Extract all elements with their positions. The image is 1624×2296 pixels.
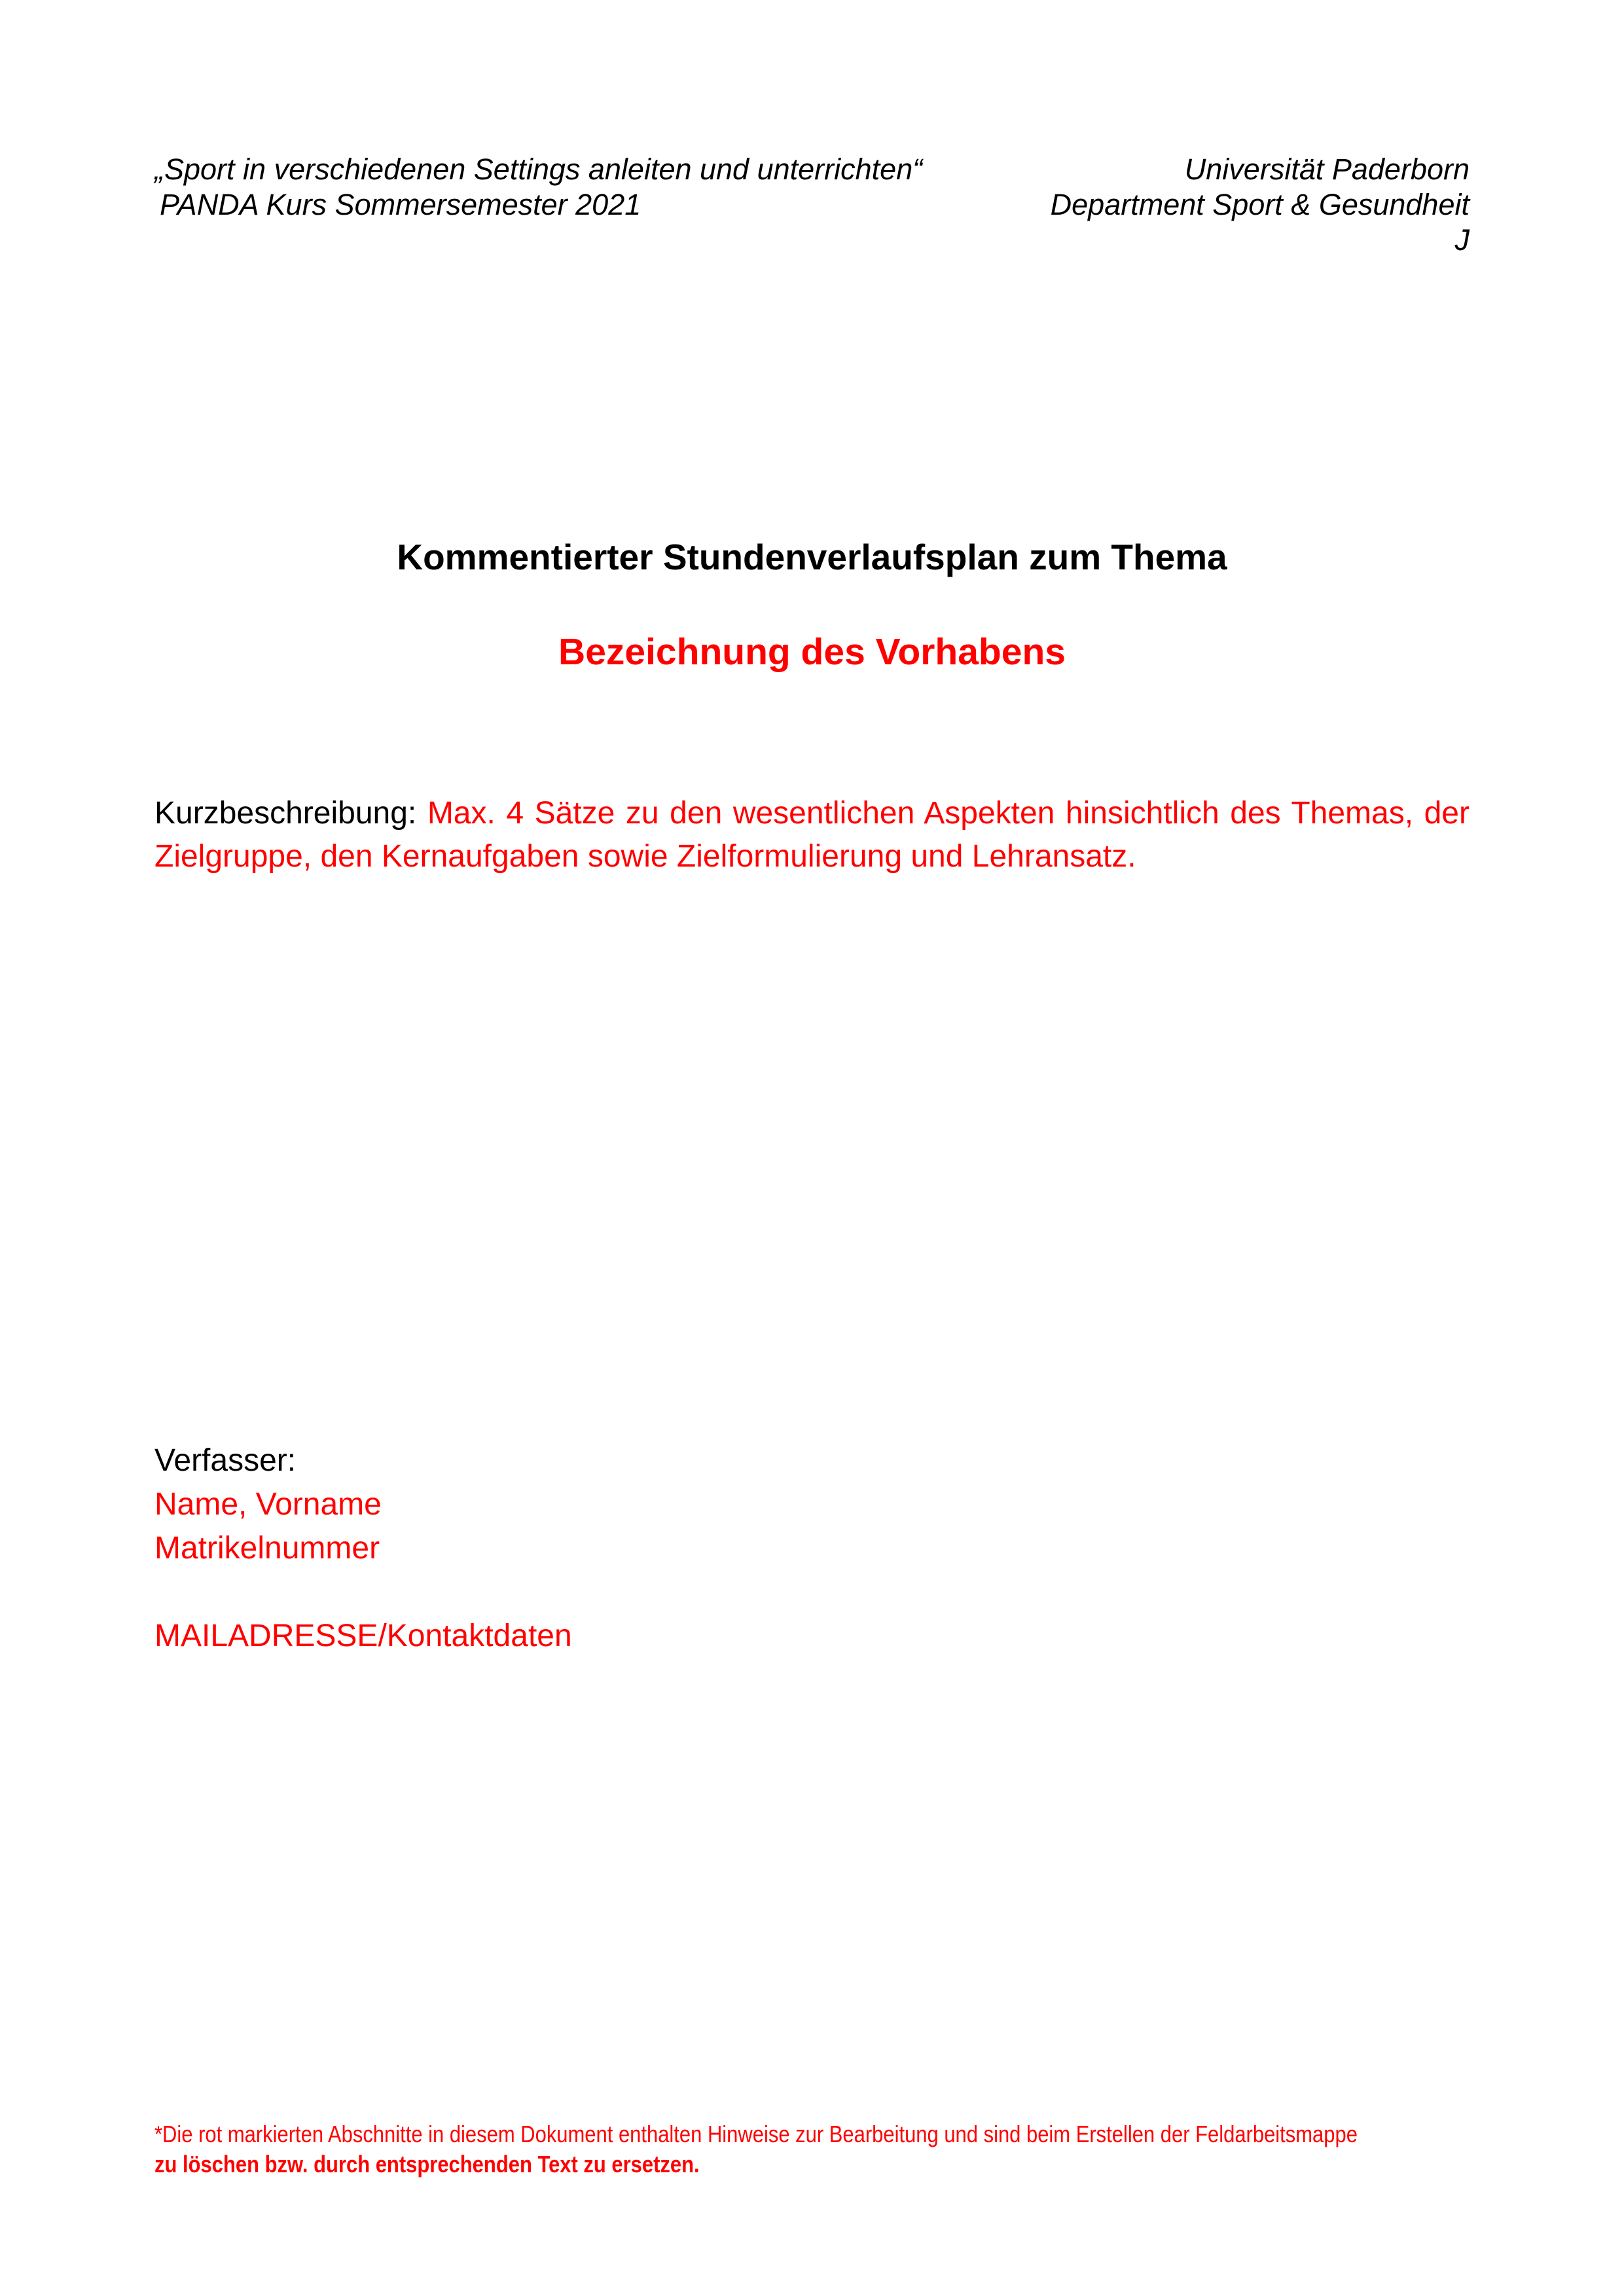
department-name: Department Sport & Gesundheit — [1050, 188, 1470, 221]
contact-placeholder: MAILADRESSE/Kontaktdaten — [154, 1619, 572, 1653]
footnote-line-1: *Die rot markierten Abschnitte in diesem Dokument enthalten Hinweise zur Bearbeitung und sind beim Erstellen der Feldarbeitsmappe — [154, 2121, 1358, 2147]
university-name: Universität Paderborn — [1184, 152, 1470, 186]
project-name-placeholder: Bezeichnung des Vorhabens — [558, 631, 1066, 673]
author-block — [154, 1439, 572, 1658]
author-label: Verfasser: — [154, 1443, 297, 1478]
author-spacer — [154, 1570, 572, 1614]
course-semester: PANDA Kurs Sommersemester 2021 — [160, 188, 641, 221]
document-title: Kommentierter Stundenverlaufsplan zum Thema — [397, 537, 1227, 577]
matrikel-placeholder: Matrikelnummer — [154, 1531, 380, 1566]
header-extra: J — [1454, 223, 1470, 257]
short-description-label: Kurzbeschreibung: — [154, 796, 417, 831]
header-right — [1051, 152, 1470, 258]
course-title: „Sport in verschiedenen Settings anleiten und unterrichten“ — [154, 152, 923, 186]
short-description — [154, 792, 1470, 878]
author-name-placeholder: Name, Vorname — [154, 1487, 382, 1522]
footnote-line-2: zu löschen bzw. durch entsprechenden Text zu ersetzen. — [154, 2151, 700, 2178]
header-left — [154, 152, 922, 223]
short-description-hint: Max. 4 Sätze zu den wesentlichen Aspekten hinsichtlich des Themas, der Zielgruppe, den Kernaufgaben sowie Zielformulierung und Lehransatz. — [154, 796, 1470, 874]
footnote — [154, 2119, 1470, 2179]
